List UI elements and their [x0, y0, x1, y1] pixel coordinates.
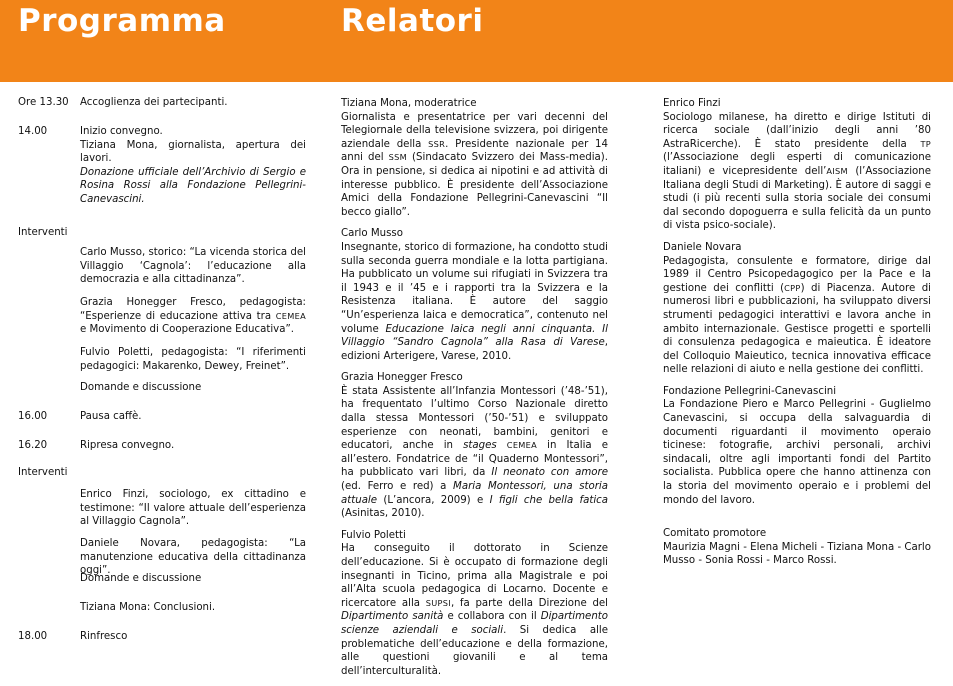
- schedule-event: [80, 125, 306, 207]
- interventi-label: Interventi: [18, 227, 68, 238]
- schedule-time: 16.20: [18, 440, 48, 451]
- bio-text: Giornalista e presentatrice per vari decenni del Telegiornale della televisione svizzera, poi dirigente aziendale della SSR. Presidente nazionale per 14 anni del SSM (Sindacato Svizzero dei Mass-media). Ora in pensione, si dedica ai nipotini e ad attività di interesse pubblico. È presidente dell’Associazione Amici della Fondazione Pellegrini-Canevascini “Il becco giallo”.: [341, 111, 608, 218]
- programma-title: Programma: [18, 3, 226, 39]
- schedule-event: Accoglienza dei partecipanti.: [80, 97, 228, 108]
- bio-text: La Fondazione Piero e Marco Pellegrini - Guglielmo Canevascini, si occupa della salvaguardia di documenti riguardanti il movimento operaio ticinese: fotografie, archivi personali, archivi sindacali, oltre agli importanti fondi del Partito socialista. Pubblica opere che hanno attinenza con la storia del movimento operaio e i problemi del mondo del lavoro.: [663, 399, 931, 506]
- bio-text: È stata Assistente all’Infanzia Montessori (’48-’51), ha frequentato l’ultimo Corso Nazionale diretto dalla stessa Montessori (’50-’51) e sviluppato esperienze con neonati, bambini, genitori e educatori, anche in stages CEMEA in Italia e all’estero. Fondatrice de “il Quaderno Montessori”, ha pubblicato vari libri, da Il neonato con amore (ed. Ferro e red) a Maria Montessori, una storia attuale (L’ancora, 2009) e I figli che bella fatica (Asinitas, 2010).: [341, 385, 608, 520]
- bio-fulvio-poletti: [341, 529, 608, 679]
- schedule-time: 14.00: [18, 126, 48, 137]
- schedule-event: Pausa caffè.: [80, 411, 142, 422]
- speaker-name: Grazia Honegger Fresco: [80, 297, 223, 308]
- event-line: Tiziana Mona, giornalista, apertura dei lavori.: [80, 139, 306, 165]
- schedule-event: Ripresa convegno.: [80, 440, 175, 451]
- bio-text: Ha conseguito il dottorato in Scienze dell’educazione. Si è occupato di formazione degli insegnanti in Ticino, prima alla Magistrale e poi all’Alta scuola pedagogica di Locarno. Docente e ricercatore alla SUPSI, fa parte della Direzione del Dipartimento sanità e collabora con il Dipartimento scienze aziendali e sociali. Si dedica alle problematiche dell’educazione e della formazione, alle questioni giovanili e al tema dell’interculturalità.: [341, 543, 609, 677]
- acronym: CEMEA: [275, 310, 306, 321]
- bio-name: Grazia Honegger Fresco: [341, 372, 463, 384]
- bio-name: Carlo Musso: [341, 228, 403, 240]
- bio-text: Insegnante, storico di formazione, ha condotto studi sulla seconda guerra mondiale e la lotta partigiana. Ha pubblicato un volume sui rifugiati in Svizzera tra il 1943 e il ’45 e i rapporti tra la Svizzera e la Resistenza italiana. È autore del saggio “Un’esperienza laica e democratica”, contenuto nel volume Educazione laica negli anni cinquanta. Il Villaggio “Sandro Cagnola” alla Rasa di Varese, edizioni Arterigere, Varese, 2010.: [341, 241, 608, 362]
- speaker-name: Daniele Novara: [80, 538, 177, 549]
- relatori-title: Relatori: [341, 3, 484, 39]
- bio-name: Tiziana Mona: [341, 98, 408, 109]
- relatori-column-2: [663, 97, 931, 576]
- bio-text: Pedagogista, consulente e formatore, dirige dal 1989 il Centro Psicopedagogico per la Pace e la gestione dei conflitti (CPP) di Piacenza. Autore di numerosi libri e pubblicazioni, ha sviluppato diversi strumenti pedagogici interattivi e lavora anche in ambito internazionale. Gestisce progetti e sportelli di consulenza pedagogica e maieutica. È ideatore del Colloquio Maieutico, tecnica innovativa efficace nelle relazioni di aiuto e nella gestione dei conflitti.: [663, 255, 932, 376]
- event-donation: Donazione ufficiale dell’Archivio di Sergio e Rosina Rossi alla Fondazione Pellegrini-Canevascini.: [80, 166, 306, 205]
- schedule-time: 18.00: [18, 631, 48, 642]
- interventi-label: Interventi: [18, 467, 68, 478]
- bio-carlo-musso: [341, 227, 608, 363]
- schedule-event: Rinfresco: [80, 631, 128, 642]
- bio-text: Sociologo milanese, ha diretto e dirige Istituti di ricerca sociale (dall’inizio degli anni ’80 AstraRicerche). È stato presidente della TP (l’Associazione degli esperti di comunicazione italiani) e vicepresidente dell’AISM (l’Associazione Italiana degli Studi di Marketing). È autore di saggi e studi (i più recenti sulla storia sociale dei consumi dal secondo dopoguerra e sulla felicità da un punto di vista psico-sociale).: [663, 111, 931, 232]
- schedule-time: Ore 13.30: [18, 97, 69, 108]
- comitato-members: Maurizia Magni - Elena Micheli - Tiziana Mona - Carlo Musso - Sonia Rossi - Marco Rossi.: [663, 541, 931, 567]
- speaker-name: Tiziana Mona: [80, 602, 147, 613]
- bio-fondazione: [663, 385, 931, 507]
- speaker-name: Fulvio Poletti: [80, 347, 150, 358]
- talk-title: e Movimento di Cooperazione Educativa”.: [80, 324, 294, 336]
- talk-title: , storico: “La vicenda storica del Villaggio ‘Cagnola’: l’educazione alla democrazia e alla cittadinanza”.: [80, 247, 306, 286]
- bio-name: Daniele Novara: [663, 241, 742, 253]
- comitato-title: Comitato promotore: [663, 528, 767, 540]
- talk-title: , pedagogista: “La manutenzione educativa della cittadinanza oggi”.: [80, 538, 306, 577]
- speaker-name: Enrico Finzi: [80, 489, 146, 500]
- bio-name: Fulvio Poletti: [341, 529, 406, 541]
- speaker-name: Carlo Musso: [80, 247, 142, 258]
- header-bar: [0, 0, 953, 82]
- event-title: Inizio convegno.: [80, 126, 163, 137]
- bio-tiziana-mona: Tiziana Mona, moderatrice Giornalista e presentatrice per vari decenni del Telegiornale della televisione svizzera, poi dirigente aziendale della SSR. Presidente nazionale per 14 anni del SSM (Sindacato Svizzero dei Mass-media). Ora in pensione, si dedica ai nipotini e ad attività di interesse pubblico. È presidente dell’Associazione Amici della Fondazione Pellegrini-Canevascini “Il becco giallo”.: [341, 98, 608, 218]
- talk-title: , pedagogista: “I riferimenti pedagogici: Makarenko, Dewey, Freinet”.: [80, 347, 306, 372]
- bio-grazia-honegger-fresco: [341, 371, 608, 521]
- bio-name: Fondazione Pellegrini-Canevascini: [663, 385, 837, 397]
- comitato-promotore: [663, 527, 931, 568]
- talk-title: , pedagogista: “Esperienze di educazione attiva tra: [80, 297, 306, 322]
- schedule-column: Ore 13.30 Accoglienza dei partecipanti. 14.00 Inizio convegno. Tiziana Mona, giornalista, apertura dei lavori. Donazione ufficiale dell’Archivio di Sergio e Rosina Rossi alla Fondazione Pellegrini-Canevascini. Interventi Carlo Musso, storico: “La vicenda storica del Villaggio ‘Cagnola’: l’educazione alla democrazia e alla cittadinanza”. Grazia Honegger Fresco, pedagogista: “Esperienze di educazione attiva tra CEMEA e Movimento di Cooperazione Educativa”. Fulvio Poletti, pedagogista: “I riferimenti pedagogici: Makarenko, Dewey, Freinet”. Domande e discussione 16.00 Pausa caffè. 16.20 Ripresa convegno. Interventi Enrico Finzi, sociologo, ex cittadino e testimone: “Il valore attuale dell’esperienza al Villaggio Cagnola”. Daniele Novara, pedagogista: “La manutenzione educativa della cittadinanza oggi”. Domande e discussione Tiziana Mona: Conclusioni. 18.00 Rinfresco: [18, 97, 306, 642]
- talk-title: , sociologo, ex cittadino e testimone: “Il valore attuale dell’esperienza al Villaggio Cagnola”.: [80, 489, 306, 528]
- bio-enrico-finzi: [663, 97, 931, 233]
- bio-name: Enrico Finzi: [663, 98, 721, 109]
- relatori-column-1: [341, 97, 608, 686]
- schedule-time: 16.00: [18, 411, 48, 422]
- bio-daniele-novara: [663, 241, 931, 377]
